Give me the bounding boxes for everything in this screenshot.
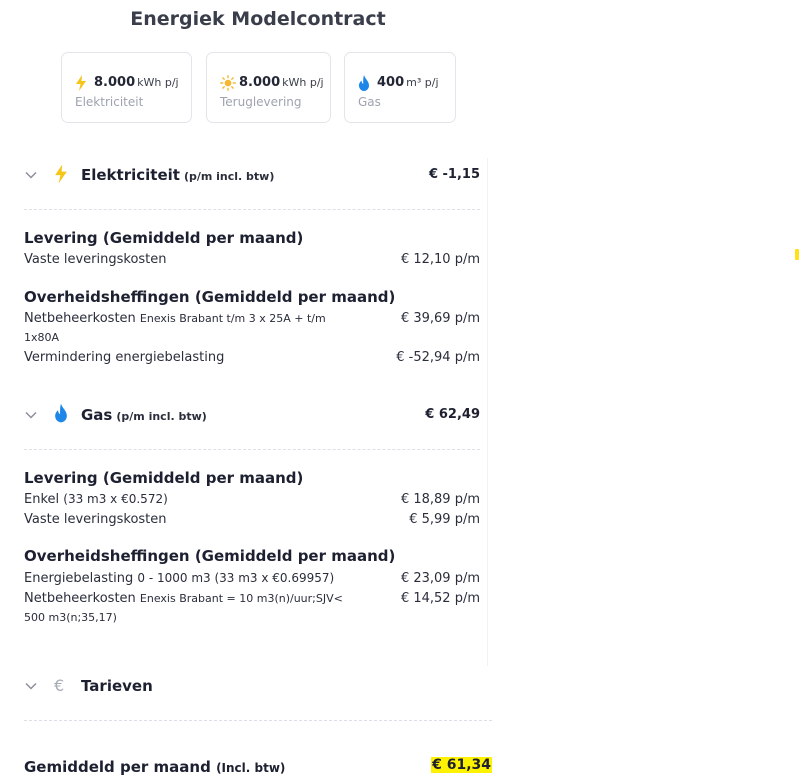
cost-amount: € 23,09 p/m [400, 571, 480, 586]
usage-unit: m³ p/j [406, 76, 439, 89]
total-label [24, 758, 285, 775]
sun-icon [220, 75, 236, 91]
cost-label-text: Netbeheerkosten [24, 311, 136, 326]
lightning-icon [54, 163, 68, 185]
usage-card-electricity [61, 52, 192, 123]
cost-detail: Enexis Brabant t/m 3 x 25A + t/m 1x80A [24, 312, 326, 344]
section-title-tarieven: Tarieven [81, 677, 153, 695]
divider [24, 720, 492, 721]
cost-amount: € -52,94 p/m [396, 350, 480, 365]
section-header-gas[interactable] [24, 401, 480, 431]
flame-icon [358, 75, 374, 91]
cost-label: Vaste leveringskosten [24, 252, 167, 267]
cost-label-text: Netbeheerkosten [24, 591, 136, 606]
cost-label [24, 589, 364, 627]
section-title-text: Gas [81, 406, 113, 424]
usage-label: Teruglevering [220, 95, 302, 109]
section-total-electricity: € -1,15 [428, 167, 480, 182]
divider [24, 449, 480, 450]
usage-unit: kWh p/j [137, 76, 179, 89]
cost-detail: Enexis Brabant = 10 m3(n)/uur;SJV< 500 m3(n;35,17) [24, 592, 343, 624]
usage-card-gas [344, 52, 456, 123]
usage-value: 400 [377, 75, 405, 90]
levering-title: Levering (Gemiddeld per maand) [24, 229, 304, 247]
heffingen-title: Overheidsheffingen (Gemiddeld per maand) [24, 288, 396, 306]
cost-label: Vermindering energiebelasting [24, 350, 225, 365]
divider [24, 209, 480, 210]
cost-amount: € 18,89 p/m [400, 492, 480, 507]
usage-value: 8.000 [94, 75, 136, 90]
lightning-icon [75, 75, 91, 91]
cost-label [24, 569, 364, 588]
scroll-indicator[interactable] [795, 249, 799, 260]
cost-amount: € 12,10 p/m [400, 252, 480, 267]
chevron-down-icon[interactable] [24, 408, 38, 422]
total-amount: € 61,34 [432, 757, 491, 773]
section-title-gas [81, 406, 207, 424]
section-subtitle: (p/m incl. btw) [183, 170, 275, 183]
total-label-text: Gemiddeld per maand [24, 758, 211, 775]
section-header-tarieven[interactable] [24, 672, 480, 702]
section-header-electricity[interactable] [24, 161, 480, 191]
cost-amount: € 14,52 p/m [400, 591, 480, 606]
total-row [24, 757, 492, 775]
heffingen-title: Overheidsheffingen (Gemiddeld per maand) [24, 547, 396, 565]
total-label-sub: (Incl. btw) [216, 761, 286, 775]
cost-label-text: Enkel [24, 492, 60, 507]
cost-label: Vaste leveringskosten [24, 512, 167, 527]
usage-label: Elektriciteit [75, 95, 144, 109]
chevron-down-icon[interactable] [24, 679, 38, 693]
section-title-text: Elektriciteit [81, 166, 180, 184]
page-title: Energiek Modelcontract [130, 8, 386, 30]
cost-detail: 0 - 1000 m3 (33 m3 x €0.69957) [137, 571, 335, 585]
cost-label [24, 309, 364, 347]
usage-label: Gas [358, 95, 381, 109]
cost-amount: € 39,69 p/m [400, 311, 480, 326]
cost-detail: (33 m3 x €0.572) [63, 492, 168, 506]
usage-card-return [206, 52, 331, 123]
section-title-electricity [81, 166, 274, 184]
section-total-gas: € 62,49 [425, 407, 480, 422]
section-subtitle: (p/m incl. btw) [116, 410, 207, 423]
cost-amount: € 5,99 p/m [409, 512, 480, 527]
cost-label [24, 490, 364, 509]
chevron-down-icon[interactable] [24, 168, 38, 182]
euro-icon: € [54, 676, 65, 695]
levering-title: Levering (Gemiddeld per maand) [24, 469, 304, 487]
usage-unit: kWh p/j [282, 76, 324, 89]
cost-label-text: Energiebelasting [24, 571, 134, 586]
panel-edge [487, 158, 488, 666]
usage-value: 8.000 [239, 75, 281, 90]
flame-icon [54, 403, 68, 423]
